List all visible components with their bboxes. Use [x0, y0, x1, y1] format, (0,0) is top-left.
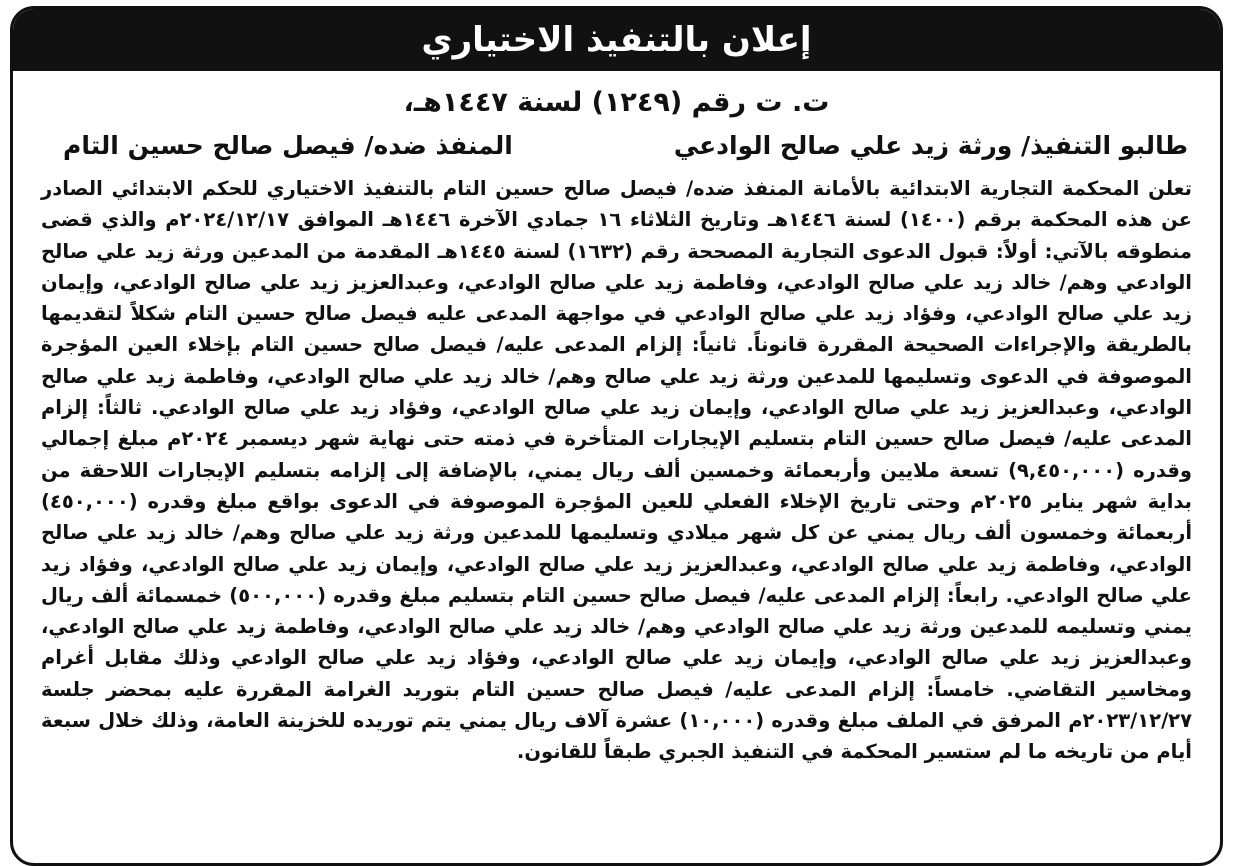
case-number: ت. ت رقم (١٢٤٩) لسنة ١٤٤٧هـ، [403, 87, 830, 118]
title-bar [13, 9, 1220, 71]
parties-row [63, 131, 1188, 160]
notice-body: تعلن المحكمة التجارية الابتدائية بالأمانة المنفذ ضده/ فيصل صالح حسين التام بالتنفيذ الاختياري للحكم الابتدائي الصادر عن هذه المحكمة برقم (١٤٠٠) لسنة ١٤٤٦هـ وتاريخ الثلاثاء ١٦ جمادي الآخرة ١٤٤٦هـ الموافق ٢٠٢٤/١٢/١٧م والذي قضى منطوقه بالآتي: أولاً: قبول الدعوى التجارية المصححة رقم (١٦٣٢) لسنة ١٤٤٥هـ المقدمة من المدعين ورثة زيد علي صالح الوادعي وهم/ خالد زيد علي صالح الوادعي، وفاطمة زيد علي صالح الوادعي، وعبدالعزيز زيد علي صالح الوادعي، وإيمان زيد علي صالح الوادعي، وفؤاد زيد علي صالح الوادعي في مواجهة المدعى عليه فيصل صالح حسين التام شكلاً لتقديمها بالطريقة والإجراءات الصحيحة المقررة قانوناً. ثانياً: إلزام المدعى عليه/ فيصل صالح حسين التام بإخلاء العين المؤجرة الموصوفة في الدعوى وتسليمها للمدعين ورثة زيد علي صالح وهم/ خالد زيد علي صالح الوادعي، وفاطمة زيد علي صالح الوادعي، وعبدالعزيز زيد علي صالح الوادعي، وإيمان زيد علي صالح الوادعي، وفؤاد زيد علي صالح الوادعي. ثالثاً: إلزام المدعى عليه/ فيصل صالح حسين التام بتسليم الإيجارات المتأخرة في ذمته حتى نهاية شهر ديسمبر ٢٠٢٤م مبلغ إجمالي وقدره (٩,٤٥٠,٠٠٠) تسعة ملايين وأربعمائة وخمسين ألف ريال يمني، بالإضافة إلى إلزامه بتسليم الإيجارات اللاحقة من بداية شهر يناير ٢٠٢٥م وحتى تاريخ الإخلاء الفعلي للعين المؤجرة الموصوفة في الدعوى بواقع مبلغ وقدره (٤٥٠,٠٠٠) أربعمائة وخمسون ألف ريال يمني عن كل شهر ميلادي وتسليمها للمدعين ورثة زيد علي صالح وهم/ خالد زيد علي صالح الوادعي، وفاطمة زيد علي صالح الوادعي، وعبدالعزيز زيد علي صالح الوادعي، وإيمان زيد علي صالح الوادعي، وفؤاد زيد علي صالح الوادعي. رابعاً: إلزام المدعى عليه/ فيصل صالح حسين التام بتسليم مبلغ وقدره (٥٠٠,٠٠٠) خمسمائة ألف ريال يمني وتسليمه للمدعين ورثة زيد علي صالح الوادعي وهم/ خالد زيد علي صالح الوادعي، وفاطمة زيد علي صالح الوادعي، وعبدالعزيز زيد علي صالح الوادعي، وإيمان زيد علي صالح الوادعي، وفؤاد زيد علي صالح الوادعي وذلك مقابل أغرام ومخاسير التقاضي. خامساً: إلزام المدعى عليه/ فيصل صالح حسين التام بتوريد الغرامة المقررة عليه بمحضر جلسة ٢٠٢٣/١٢/٢٧م المرفق في الملف مبلغ وقدره (١٠,٠٠٠) عشرة آلاف ريال يمني يتم توريده للخزينة العامة، وذلك خلال سبعة أيام من تاريخه ما لم ستسير المحكمة في التنفيذ الجبري طبقاً للقانون. [41, 177, 1193, 764]
execution-respondent: المنفذ ضده/ فيصل صالح حسين التام [63, 131, 513, 160]
execution-applicants: طالبو التنفيذ/ ورثة زيد علي صالح الوادعي [673, 131, 1188, 160]
notice-frame [10, 6, 1223, 866]
notice-title: إعلان بالتنفيذ الاختياري [421, 20, 812, 60]
